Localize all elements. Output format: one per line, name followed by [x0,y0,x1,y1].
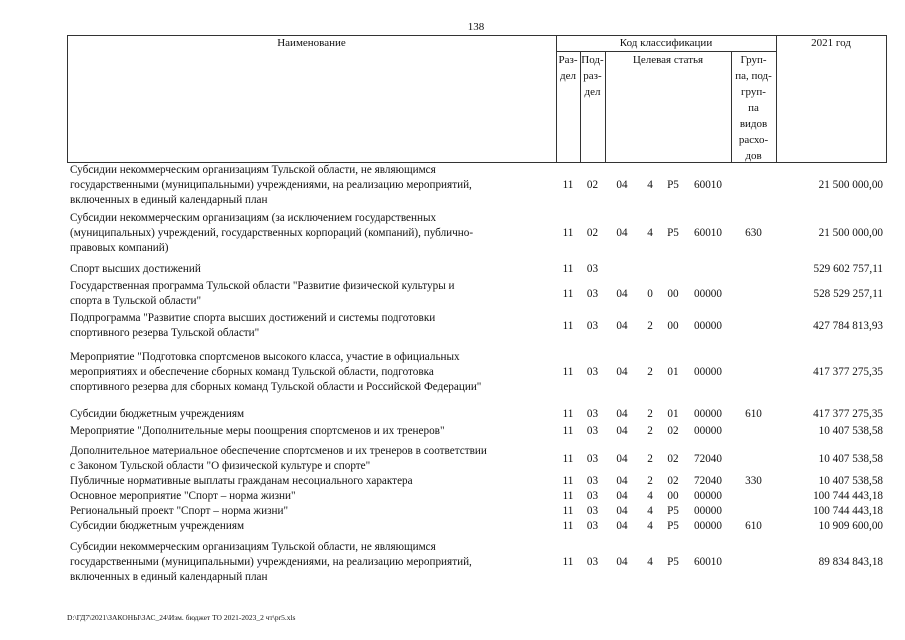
row-name: Мероприятие "Подготовка спортсменов высокого класса, участие в официальных мероприятиях и обеспечение сборных команд Тульской области, подготовка спортивного резерва для сборных команд Тульской области и Российской Федерации" [70,351,482,393]
amount-2021: 528 529 257,11 [813,288,883,300]
code-a: 04 [616,179,628,191]
code-pr: 03 [586,320,599,332]
code-pr: 03 [586,490,599,502]
amount-2021: 100 744 443,18 [813,505,883,517]
page-number: 138 [467,21,485,33]
code-r: 11 [562,556,574,568]
code-a: 04 [616,453,628,465]
code-r: 11 [562,520,574,532]
amount-2021: 100 744 443,18 [813,490,883,502]
row-name: Публичные нормативные выплаты гражданам несоциального характера [70,475,413,487]
code-d: 00000 [694,408,722,420]
code-c: 02 [667,425,679,437]
amount-2021: 21 500 000,00 [818,227,883,239]
code-g: 610 [745,520,762,532]
code-b: 2 [647,453,653,465]
row-name: Субсидии некоммерческим организациям Тульской области, не являющимся государственными (муниципальными) учреждениями, на реализацию мероприятий, включенных в единый календарный план [70,164,472,206]
file-path: D:\ГД7\2021\ЗАКОНЫ\ЗАС_24\Изм. бюджет ТО 2021-2023_2 чт\pr5.xls [67,613,296,622]
row-name: Мероприятие "Дополнительные меры поощрения спортсменов и их тренеров" [70,425,445,437]
amount-2021: 10 909 600,00 [818,520,883,532]
row-name: Субсидии бюджетным учреждениям [70,520,245,532]
code-pr: 03 [586,520,599,532]
code-pr: 03 [586,453,599,465]
row-name: Субсидии бюджетным учреждениям [70,408,245,420]
row-name: Региональный проект "Спорт – норма жизни" [70,505,289,517]
code-a: 04 [616,490,628,502]
code-d: 00000 [694,505,722,517]
code-a: 04 [616,227,628,239]
code-a: 04 [616,556,628,568]
row-name: Спорт высших достижений [70,263,201,275]
code-d: 60010 [694,179,722,191]
code-a: 04 [616,505,628,517]
row-name: Субсидии некоммерческим организациям Тульской области, не являющимся государственными (муниципальными) учреждениями, на реализацию мероприятий, включенных в единый календарный план [70,541,472,583]
code-b: 4 [647,556,653,568]
code-d: 00000 [694,490,722,502]
code-c: P5 [667,227,679,239]
code-g: 630 [745,227,762,239]
amount-2021: 427 784 813,93 [813,320,883,332]
code-c: 02 [667,453,679,465]
code-c: P5 [667,179,679,191]
row-name: Подпрограмма "Развитие спорта высших достижений и системы подготовки спортивного резерва Тульской области" [70,312,436,339]
code-c: P5 [667,520,679,532]
code-r: 11 [562,505,574,517]
code-g: 610 [745,408,762,420]
header-code: Код классификации [619,37,713,49]
code-b: 2 [647,320,653,332]
code-d: 00000 [694,425,722,437]
code-r: 11 [562,408,574,420]
amount-2021: 89 834 843,18 [818,556,883,568]
code-b: 4 [647,179,653,191]
code-c: 02 [667,475,679,487]
code-a: 04 [616,320,628,332]
header-target: Целевая статья [632,54,704,66]
amount-2021: 21 500 000,00 [818,179,883,191]
code-pr: 02 [586,227,599,239]
row-name: Основное мероприятие "Спорт – норма жизни" [70,490,296,502]
code-a: 04 [616,288,628,300]
code-r: 11 [562,490,574,502]
code-a: 04 [616,408,628,420]
code-a: 04 [616,520,628,532]
code-c: 00 [667,320,679,332]
code-pr: 03 [586,475,599,487]
code-c: 00 [667,288,679,300]
code-pr: 03 [586,263,599,275]
code-d: 60010 [694,227,722,239]
code-pr: 03 [586,288,599,300]
code-b: 0 [647,288,653,300]
code-r: 11 [562,425,574,437]
row-name: Дополнительное материальное обеспечение спортсменов и их тренеров в соответствии с Законом Тульской области "О физической культуре и спорте" [70,445,487,472]
amount-2021: 10 407 538,58 [818,453,883,465]
code-r: 11 [562,320,574,332]
code-pr: 03 [586,556,599,568]
code-r: 11 [562,179,574,191]
code-r: 11 [562,227,574,239]
code-b: 2 [647,408,653,420]
code-b: 2 [647,366,653,378]
code-d: 00000 [694,366,722,378]
row-name: Государственная программа Тульской области "Развитие физической культуры и спорта в Тульской области" [70,280,455,307]
code-b: 4 [647,505,653,517]
amount-2021: 10 407 538,58 [818,475,883,487]
code-a: 04 [616,366,628,378]
code-b: 4 [647,520,653,532]
code-b: 2 [647,425,653,437]
table-header [67,35,887,163]
code-r: 11 [562,366,574,378]
amount-2021: 417 377 275,35 [813,408,883,420]
code-b: 4 [647,490,653,502]
amount-2021: 529 602 757,11 [813,263,883,275]
amount-2021: 417 377 275,35 [813,366,883,378]
code-pr: 03 [586,505,599,517]
header-name: Наименование [277,37,346,49]
code-d: 72040 [694,453,722,465]
code-c: P5 [667,505,679,517]
header-podrazdel: Под- раз- дел [581,54,604,98]
code-pr: 03 [586,366,599,378]
header-group: Груп- па, под- груп- па видов расхо- дов [735,54,772,162]
code-r: 11 [562,453,574,465]
row-name: Субсидии некоммерческим организациям (за исключением государственных (муниципальных) учреждений, государственных корпораций (компаний), публично- правовых компаний) [70,212,474,254]
code-c: 01 [667,366,679,378]
code-pr: 03 [586,425,599,437]
code-c: 00 [667,490,679,502]
code-d: 00000 [694,320,722,332]
code-r: 11 [562,263,574,275]
header-year: 2021 год [811,37,851,49]
code-d: 00000 [694,520,722,532]
code-c: P5 [667,556,679,568]
code-pr: 03 [586,408,599,420]
code-a: 04 [616,425,628,437]
code-pr: 02 [586,179,599,191]
code-r: 11 [562,475,574,487]
code-a: 04 [616,475,628,487]
code-g: 330 [745,475,762,487]
code-d: 72040 [694,475,722,487]
code-r: 11 [562,288,574,300]
code-b: 2 [647,475,653,487]
code-d: 00000 [694,288,722,300]
code-d: 60010 [694,556,722,568]
amount-2021: 10 407 538,58 [818,425,883,437]
code-b: 4 [647,227,653,239]
code-c: 01 [667,408,679,420]
header-razdel: Раз- дел [558,54,578,82]
